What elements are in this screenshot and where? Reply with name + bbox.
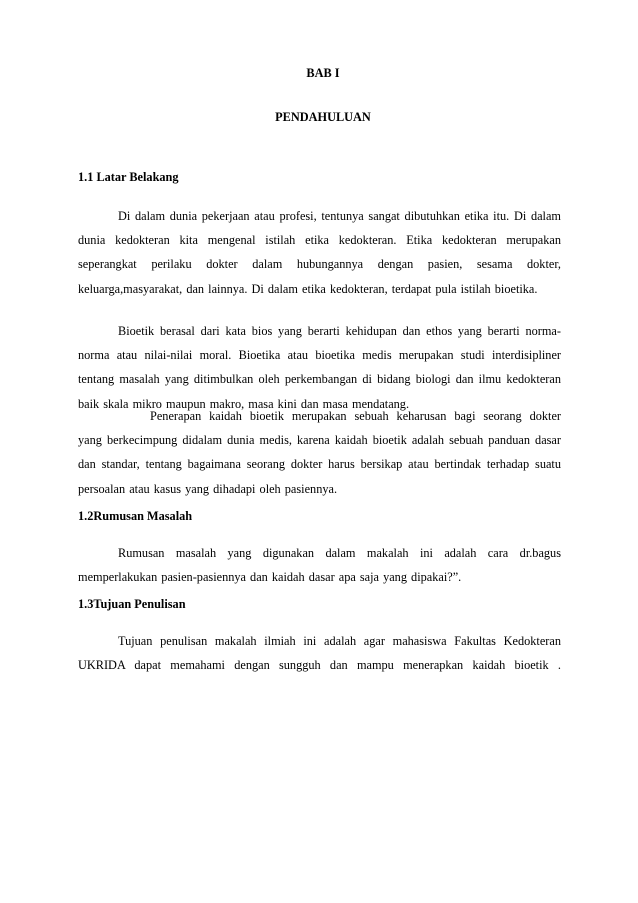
paragraph-line: memperlakukan pasien-pasiennya dan kaidah dasar apa saja yang dipakai?”. [78,570,462,585]
paragraph-line: norma atau nilai-nilai moral. Bioetika atau bioetika medis merupakan studi interdisipliner [78,348,561,363]
paragraph-latar-belakang-3 [78,404,561,501]
paragraph-line: UKRIDA dapat memahami dengan sungguh dan mampu menerapkan kaidah bioetik . [78,658,561,673]
paragraph-line: persoalan atau kasus yang dihadapi oleh pasiennya. [78,481,338,496]
paragraph-line: Penerapan kaidah bioetik merupakan sebuah keharusan bagi seorang dokter [150,409,561,423]
section-heading-latar-belakang: 1.1 Latar Belakang [78,170,179,184]
paragraph-latar-belakang-2 [78,319,561,416]
chapter-number: BAB I [306,66,340,80]
paragraph-line: Di dalam dunia pekerjaan atau profesi, tentunya sangat dibutuhkan etika itu. Di dalam [118,209,561,223]
paragraph-line: Bioetik berasal dari kata bios yang berarti kehidupan dan ethos yang berarti norma- [118,324,561,338]
paragraph-line: dunia kedokteran kita mengenal istilah etika kedokteran. Etika kedokteran merupakan [78,233,561,248]
paragraph-line: seperangkat perilaku dokter dalam hubungannya dengan pasien, sesama dokter, [78,257,561,272]
section-heading-rumusan-masalah: 1.2Rumusan Masalah [78,509,193,523]
paragraph-line: tentang masalah yang ditimbulkan oleh perkembangan di bidang biologi dan ilmu kedokteran [78,372,561,387]
paragraph-line: Rumusan masalah yang digunakan dalam makalah ini adalah cara dr.bagus [118,546,561,560]
chapter-title: PENDAHULUAN [275,110,371,124]
paragraph-line: baik skala mikro maupun makro, masa kini dan masa mendatang. [78,396,410,411]
paragraph-line: yang berkecimpung didalam dunia medis, karena kaidah bioetik adalah sebuah panduan dasar [78,433,561,448]
paragraph-line: keluarga,masyarakat, dan lainnya. Di dalam etika kedokteran, terdapat pula istilah bioetika. [78,281,538,296]
paragraph-line: dan standar, tentang bagaimana seorang dokter harus bersikap atau bertindak terhadap suatu [78,457,561,472]
paragraph-line: Tujuan penulisan makalah ilmiah ini adalah agar mahasiswa Fakultas Kedokteran [118,634,561,648]
paragraph-tujuan-penulisan [78,629,561,677]
section-heading-tujuan-penulisan: 1.3Tujuan Penulisan [78,597,186,611]
paragraph-latar-belakang-1 [78,204,561,301]
paragraph-rumusan-masalah [78,541,561,589]
